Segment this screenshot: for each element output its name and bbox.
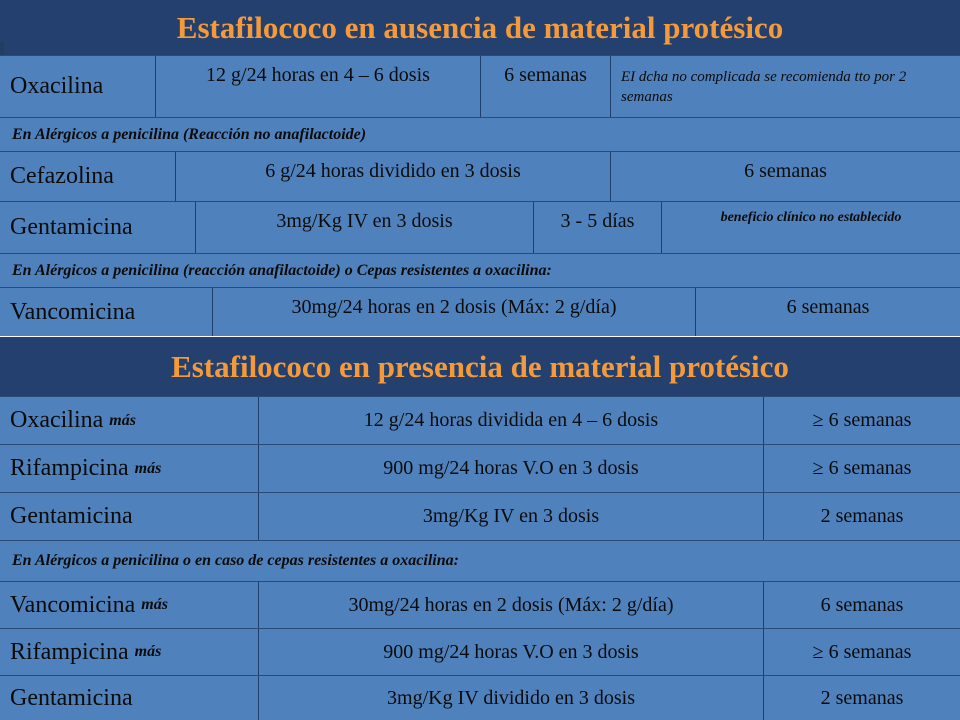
drug-cell: Oxacilina — [10, 73, 104, 99]
note-cell: EI dcha no complicada se recomienda tto por 2 semanas — [610, 56, 960, 117]
table-row — [0, 628, 960, 675]
drug-cell — [0, 629, 258, 675]
duration-cell: 6 semanas — [695, 288, 960, 336]
allergy-banner: En Alérgicos a penicilina (Reacción no anafilactoide) — [0, 117, 960, 151]
drug-name: Rifampicina — [10, 638, 129, 665]
duration-cell: 2 semanas — [763, 676, 960, 720]
table-row — [0, 396, 960, 444]
duration-cell: 2 semanas — [763, 493, 960, 540]
duration-cell: ≥ 6 semanas — [763, 397, 960, 444]
note-cell: beneficio clínico no establecido — [661, 202, 960, 253]
table-row — [0, 151, 960, 201]
table-row — [0, 201, 960, 253]
section-title — [0, 337, 960, 396]
dose-cell: 3mg/Kg IV en 3 dosis — [195, 202, 533, 253]
duration-cell: ≥ 6 semanas — [763, 629, 960, 675]
dose-cell: 900 mg/24 horas V.O en 3 dosis — [258, 629, 763, 675]
duration-cell: 6 semanas — [763, 582, 960, 628]
drug-cell: Gentamicina — [10, 503, 133, 529]
duration-cell: 3 - 5 días — [533, 202, 661, 253]
drug-name: Oxacilina — [10, 407, 104, 433]
dose-cell: 12 g/24 horas en 4 – 6 dosis — [155, 56, 480, 117]
drug-cell: Vancomicina — [10, 298, 136, 325]
plus-label: más — [134, 643, 162, 660]
plus-label: más — [141, 596, 168, 613]
table-row — [0, 675, 960, 720]
section-title-text: Estafilococo en ausencia de material protésico — [176, 10, 784, 45]
dose-cell: 12 g/24 horas dividida en 4 – 6 dosis — [258, 397, 763, 444]
duration-cell: ≥ 6 semanas — [763, 445, 960, 492]
drug-cell — [0, 397, 258, 444]
drug-name: Rifampicina — [10, 455, 129, 481]
allergy-banner: En Alérgicos a penicilina o en caso de cepas resistentes a oxacilina: — [0, 540, 960, 581]
dose-cell: 30mg/24 horas en 2 dosis (Máx: 2 g/día) — [212, 288, 695, 336]
drug-cell — [0, 582, 258, 628]
section-no-prosthetic — [0, 0, 960, 336]
dose-cell: 900 mg/24 horas V.O en 3 dosis — [258, 445, 763, 492]
table-row — [0, 492, 960, 540]
drug-cell: Gentamicina — [10, 214, 133, 240]
duration-cell: 6 semanas — [480, 56, 610, 117]
table-row — [0, 581, 960, 628]
section-title-text: Estafilococo en presencia de material protésico — [171, 349, 789, 384]
table-row — [0, 287, 960, 336]
dose-cell: 3mg/Kg IV en 3 dosis — [258, 493, 763, 540]
dose-cell: 6 g/24 horas dividido en 3 dosis — [175, 152, 610, 201]
drug-cell: Gentamicina — [10, 684, 133, 711]
duration-cell: 6 semanas — [610, 152, 960, 201]
drug-name: Vancomicina — [10, 591, 136, 618]
plus-label: más — [109, 411, 136, 429]
table-row — [0, 444, 960, 492]
dose-cell: 30mg/24 horas en 2 dosis (Máx: 2 g/día) — [258, 582, 763, 628]
allergy-banner: En Alérgicos a penicilina (reacción anafilactoide) o Cepas resistentes a oxacilina: — [0, 253, 960, 287]
plus-label: más — [134, 459, 162, 477]
dose-cell: 3mg/Kg IV dividido en 3 dosis — [258, 676, 763, 720]
drug-cell: Cefazolina — [10, 163, 114, 189]
drug-cell — [0, 445, 258, 492]
table-row — [0, 55, 960, 117]
section-title — [0, 0, 960, 55]
section-with-prosthetic — [0, 337, 960, 720]
